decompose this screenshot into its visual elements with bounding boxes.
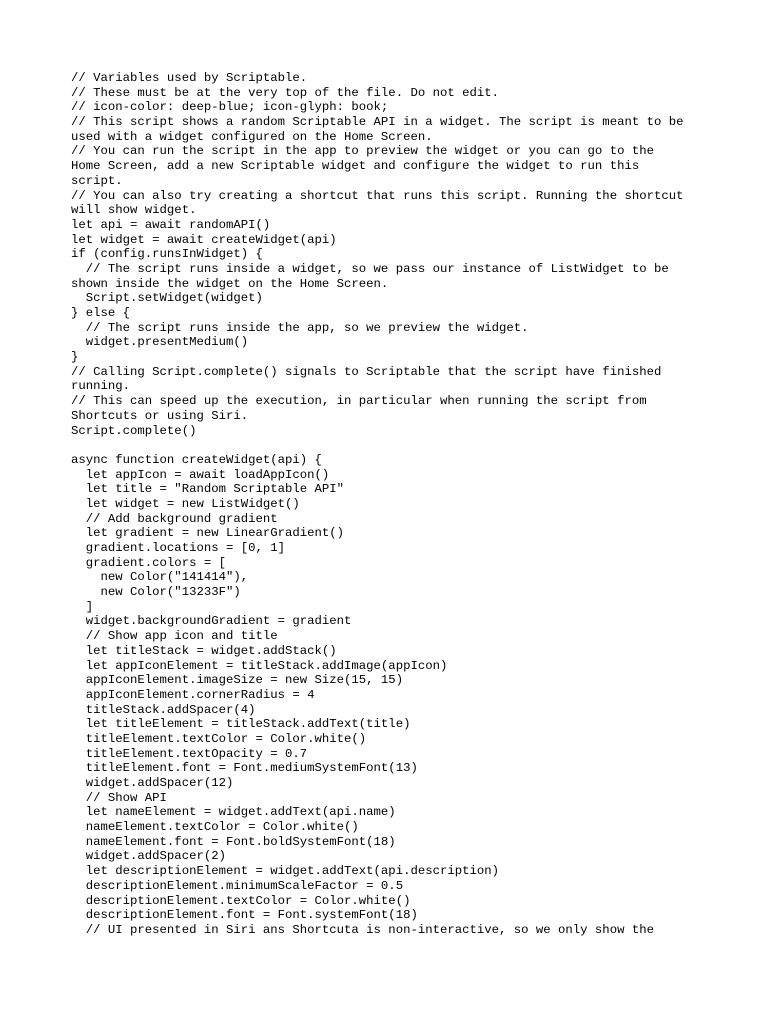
- code-line: let titleStack = widget.addStack(): [71, 643, 337, 658]
- code-line: widget.addSpacer(12): [71, 776, 234, 790]
- code-line: if (config.runsInWidget) {: [71, 247, 263, 262]
- code-line: used with a widget configured on the Home Screen.: [71, 129, 433, 144]
- code-line: nameElement.font = Font.boldSystemFont(18): [71, 834, 396, 849]
- code-document: [71, 71, 711, 938]
- code-line: descriptionElement.textColor = Color.white(): [71, 893, 411, 908]
- code-line: let widget = new ListWidget(): [71, 496, 300, 511]
- code-line: // The script runs inside a widget, so we pass our instance of ListWidget to be: [71, 261, 669, 276]
- code-line: // Show app icon and title: [71, 629, 278, 644]
- code-line: let widget = await createWidget(api): [71, 232, 337, 247]
- code-line: Shortcuts or using Siri.: [71, 408, 249, 423]
- code-line: titleStack.addSpacer(4): [71, 702, 256, 717]
- code-line: running.: [71, 379, 131, 394]
- code-line: new Color("141414"),: [71, 570, 249, 585]
- code-line: Script.complete(): [71, 423, 197, 438]
- code-line: // This can speed up the execution, in particular when running the script from: [71, 394, 647, 409]
- code-line: widget.addSpacer(2): [71, 849, 226, 864]
- code-line: let api = await randomAPI(): [71, 217, 271, 232]
- code-line: gradient.locations = [0, 1]: [71, 541, 286, 555]
- blank-line: [71, 438, 711, 453]
- code-line: // The script runs inside the app, so we preview the widget.: [71, 320, 529, 335]
- code-line: // Add background gradient: [71, 511, 278, 526]
- code-line: let appIcon = await loadAppIcon(): [71, 467, 330, 482]
- code-line: script.: [71, 173, 123, 188]
- code-line: async function createWidget(api) {: [71, 452, 322, 467]
- code-line: nameElement.textColor = Color.white(): [71, 820, 359, 835]
- code-line: } else {: [71, 306, 131, 320]
- code-line: titleElement.font = Font.mediumSystemFont(13): [71, 761, 418, 776]
- code-line: let nameElement = widget.addText(api.name): [71, 805, 396, 820]
- code-line: titleElement.textColor = Color.white(): [71, 731, 367, 746]
- code-line: // Calling Script.complete() signals to Scriptable that the script have finished: [71, 364, 662, 379]
- code-line: }: [71, 350, 79, 365]
- code-line: appIconElement.cornerRadius = 4: [71, 687, 315, 702]
- code-line: // Variables used by Scriptable.: [71, 71, 308, 85]
- code-line: Home Screen, add a new Scriptable widget and configure the widget to run this: [71, 159, 640, 174]
- code-line: // These must be at the very top of the file. Do not edit.: [71, 85, 500, 100]
- code-line: let title = "Random Scriptable API": [71, 482, 345, 497]
- code-line: widget.presentMedium(): [71, 335, 249, 350]
- code-line: widget.backgroundGradient = gradient: [71, 614, 352, 629]
- code-line: shown inside the widget on the Home Screen.: [71, 276, 389, 291]
- code-line: let descriptionElement = widget.addText(api.description): [71, 864, 500, 879]
- code-line: Script.setWidget(widget): [71, 291, 263, 306]
- code-line: let titleElement = titleStack.addText(title): [71, 717, 411, 732]
- code-line: ]: [71, 599, 94, 614]
- code-line: titleElement.textOpacity = 0.7: [71, 746, 308, 761]
- code-line: descriptionElement.font = Font.systemFont(18): [71, 908, 418, 923]
- code-line: appIconElement.imageSize = new Size(15, 15): [71, 673, 404, 688]
- code-line: new Color("13233F"): [71, 585, 241, 600]
- code-line: // You can also try creating a shortcut that runs this script. Running the shortcut: [71, 188, 684, 203]
- code-line: let appIconElement = titleStack.addImage(appIcon): [71, 658, 448, 673]
- code-line: let gradient = new LinearGradient(): [71, 526, 345, 541]
- code-line: will show widget.: [71, 203, 197, 218]
- code-line: // UI presented in Siri ans Shortcuta is non-interactive, so we only show the: [71, 922, 654, 937]
- code-line: // You can run the script in the app to preview the widget or you can go to the: [71, 144, 654, 159]
- code-line: descriptionElement.minimumScaleFactor = 0.5: [71, 878, 404, 893]
- code-line: gradient.colors = [: [71, 555, 226, 570]
- code-line: // icon-color: deep-blue; icon-glyph: book;: [71, 100, 389, 115]
- code-line: // Show API: [71, 790, 167, 805]
- code-line: // This script shows a random Scriptable API in a widget. The script is meant to be: [71, 115, 684, 130]
